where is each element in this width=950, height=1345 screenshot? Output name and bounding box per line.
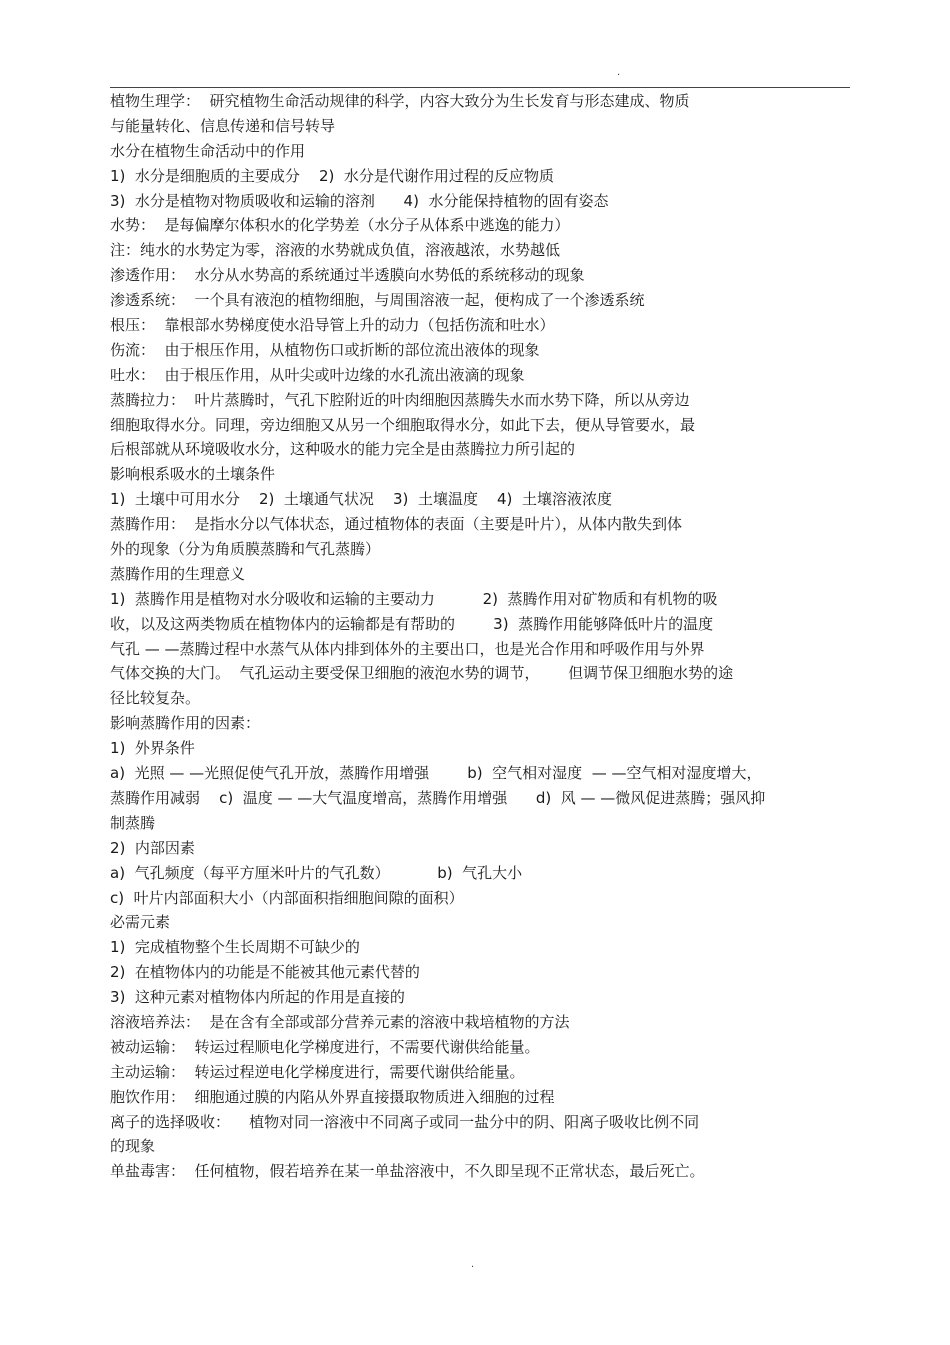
definition: 单盐毒害： 任何植物，假若培养在某一单盐溶液中，不久即呈现不正常状态，最后死亡。: [110, 1162, 705, 1181]
section-heading: 影响蒸腾作用的因素：: [110, 714, 261, 733]
definition: 蒸腾拉力： 叶片蒸腾时，气孔下腔附近的叶肉细胞因蒸腾失水而水势下降，所以从旁边: [110, 390, 690, 409]
text-line: 蒸腾作用减弱 c) 温度 — —大气温度增高，蒸腾作用增强 d) 风 — —微风促进蒸腾；强风抑: [110, 788, 766, 807]
text-line: 外的现象（分为角质膜蒸腾和气孔蒸腾）: [110, 540, 381, 559]
definition: 蒸腾作用： 是指水分以气体状态，通过植物体的表面（主要是叶片），从体内散失到体: [110, 515, 683, 534]
list-item: 2) 内部因素: [110, 838, 195, 857]
text-line: 细胞取得水分。同理，旁边细胞又从另一个细胞取得水分，如此下去，便从导管要水，最: [110, 415, 696, 434]
definition: 根压： 靠根部水势梯度使水沿导管上升的动力（包括伤流和吐水）: [110, 316, 555, 335]
text-line: 气体交换的大门。 气孔运动主要受保卫细胞的液泡水势的调节， 但调节保卫细胞水势的途: [110, 664, 734, 683]
definition: 伤流： 由于根压作用，从植物伤口或折断的部位流出液体的现象: [110, 340, 540, 359]
section-heading: 必需元素: [110, 913, 171, 932]
note: 注：纯水的水势定为零，溶液的水势就成负值，溶液越浓，水势越低: [110, 241, 561, 260]
header-rule: [110, 87, 850, 88]
list-item: 1) 完成植物整个生长周期不可缺少的: [110, 938, 360, 957]
definition: 水势： 是每偏摩尔体积水的化学势差（水分子从体系中逃逸的能力）: [110, 216, 570, 235]
list-item: 3) 水分是植物对物质吸收和运输的溶剂 4) 水分能保持植物的固有姿态: [110, 191, 609, 210]
list-item: 3) 这种元素对植物体内所起的作用是直接的: [110, 988, 405, 1007]
definition: 离子的选择吸收： 植物对同一溶液中不同离子或同一盐分中的阴、阳离子吸收比例不同: [110, 1112, 700, 1131]
section-heading: 影响根系吸水的土壤条件: [110, 465, 276, 484]
definition: 被动运输： 转运过程顺电化学梯度进行，不需要代谢供给能量。: [110, 1037, 540, 1056]
text-line: 收，以及这两类物质在植物体内的运输都是有帮助的 3) 蒸腾作用能够降低叶片的温度: [110, 614, 714, 633]
list-item: c) 叶片内部面积大小（内部面积指细胞间隙的面积）: [110, 888, 464, 907]
header-dot: .: [617, 67, 621, 78]
list-item: 1) 土壤中可用水分 2) 土壤通气状况 3) 土壤温度 4) 土壤溶液浓度: [110, 490, 612, 509]
definition: 主动运输： 转运过程逆电化学梯度进行，需要代谢供给能量。: [110, 1062, 525, 1081]
text-line: 与能量转化、信息传递和信号转导: [110, 116, 336, 135]
footer-dot: .: [471, 1259, 475, 1270]
definition: 渗透系统： 一个具有液泡的植物细胞，与周围溶液一起，便构成了一个渗透系统: [110, 291, 645, 310]
definition: 吐水： 由于根压作用，从叶尖或叶边缘的水孔流出液滴的现象: [110, 365, 525, 384]
definition: 胞饮作用： 细胞通过膜的内陷从外界直接摄取物质进入细胞的过程: [110, 1087, 555, 1106]
text-line: 的现象: [110, 1137, 156, 1156]
list-item: 1) 蒸腾作用是植物对水分吸收和运输的主要动力 2) 蒸腾作用对矿物质和有机物的吸: [110, 589, 718, 608]
list-item: 1) 水分是细胞质的主要成分 2) 水分是代谢作用过程的反应物质: [110, 166, 554, 185]
list-item: a) 光照 — —光照促使气孔开放，蒸腾作用增强 b) 空气相对湿度 — —空气相对湿度增大，: [110, 764, 762, 783]
section-heading: 水分在植物生命活动中的作用: [110, 141, 306, 160]
text-line: 气孔 — —蒸腾过程中水蒸气从体内排到体外的主要出口，也是光合作用和呼吸作用与外界: [110, 639, 705, 658]
list-item: 2) 在植物体内的功能是不能被其他元素代替的: [110, 963, 420, 982]
section-heading: 蒸腾作用的生理意义: [110, 564, 246, 583]
text-line: 植物生理学： 研究植物生命活动规律的科学，内容大致分为生长发育与形态建成、物质: [110, 92, 690, 110]
list-item: a) 气孔频度（每平方厘米叶片的气孔数） b) 气孔大小: [110, 863, 523, 882]
list-item: 1) 外界条件: [110, 739, 195, 758]
text-line: 径比较复杂。: [110, 689, 201, 708]
text-line: 制蒸腾: [110, 813, 156, 832]
document-body: [110, 89, 850, 1184]
text-line: 后根部就从环境吸收水分，这种吸水的能力完全是由蒸腾拉力所引起的: [110, 440, 576, 459]
definition: 溶液培养法： 是在含有全部或部分营养元素的溶液中栽培植物的方法: [110, 1012, 570, 1031]
definition: 渗透作用： 水分从水势高的系统通过半透膜向水势低的系统移动的现象: [110, 266, 585, 285]
